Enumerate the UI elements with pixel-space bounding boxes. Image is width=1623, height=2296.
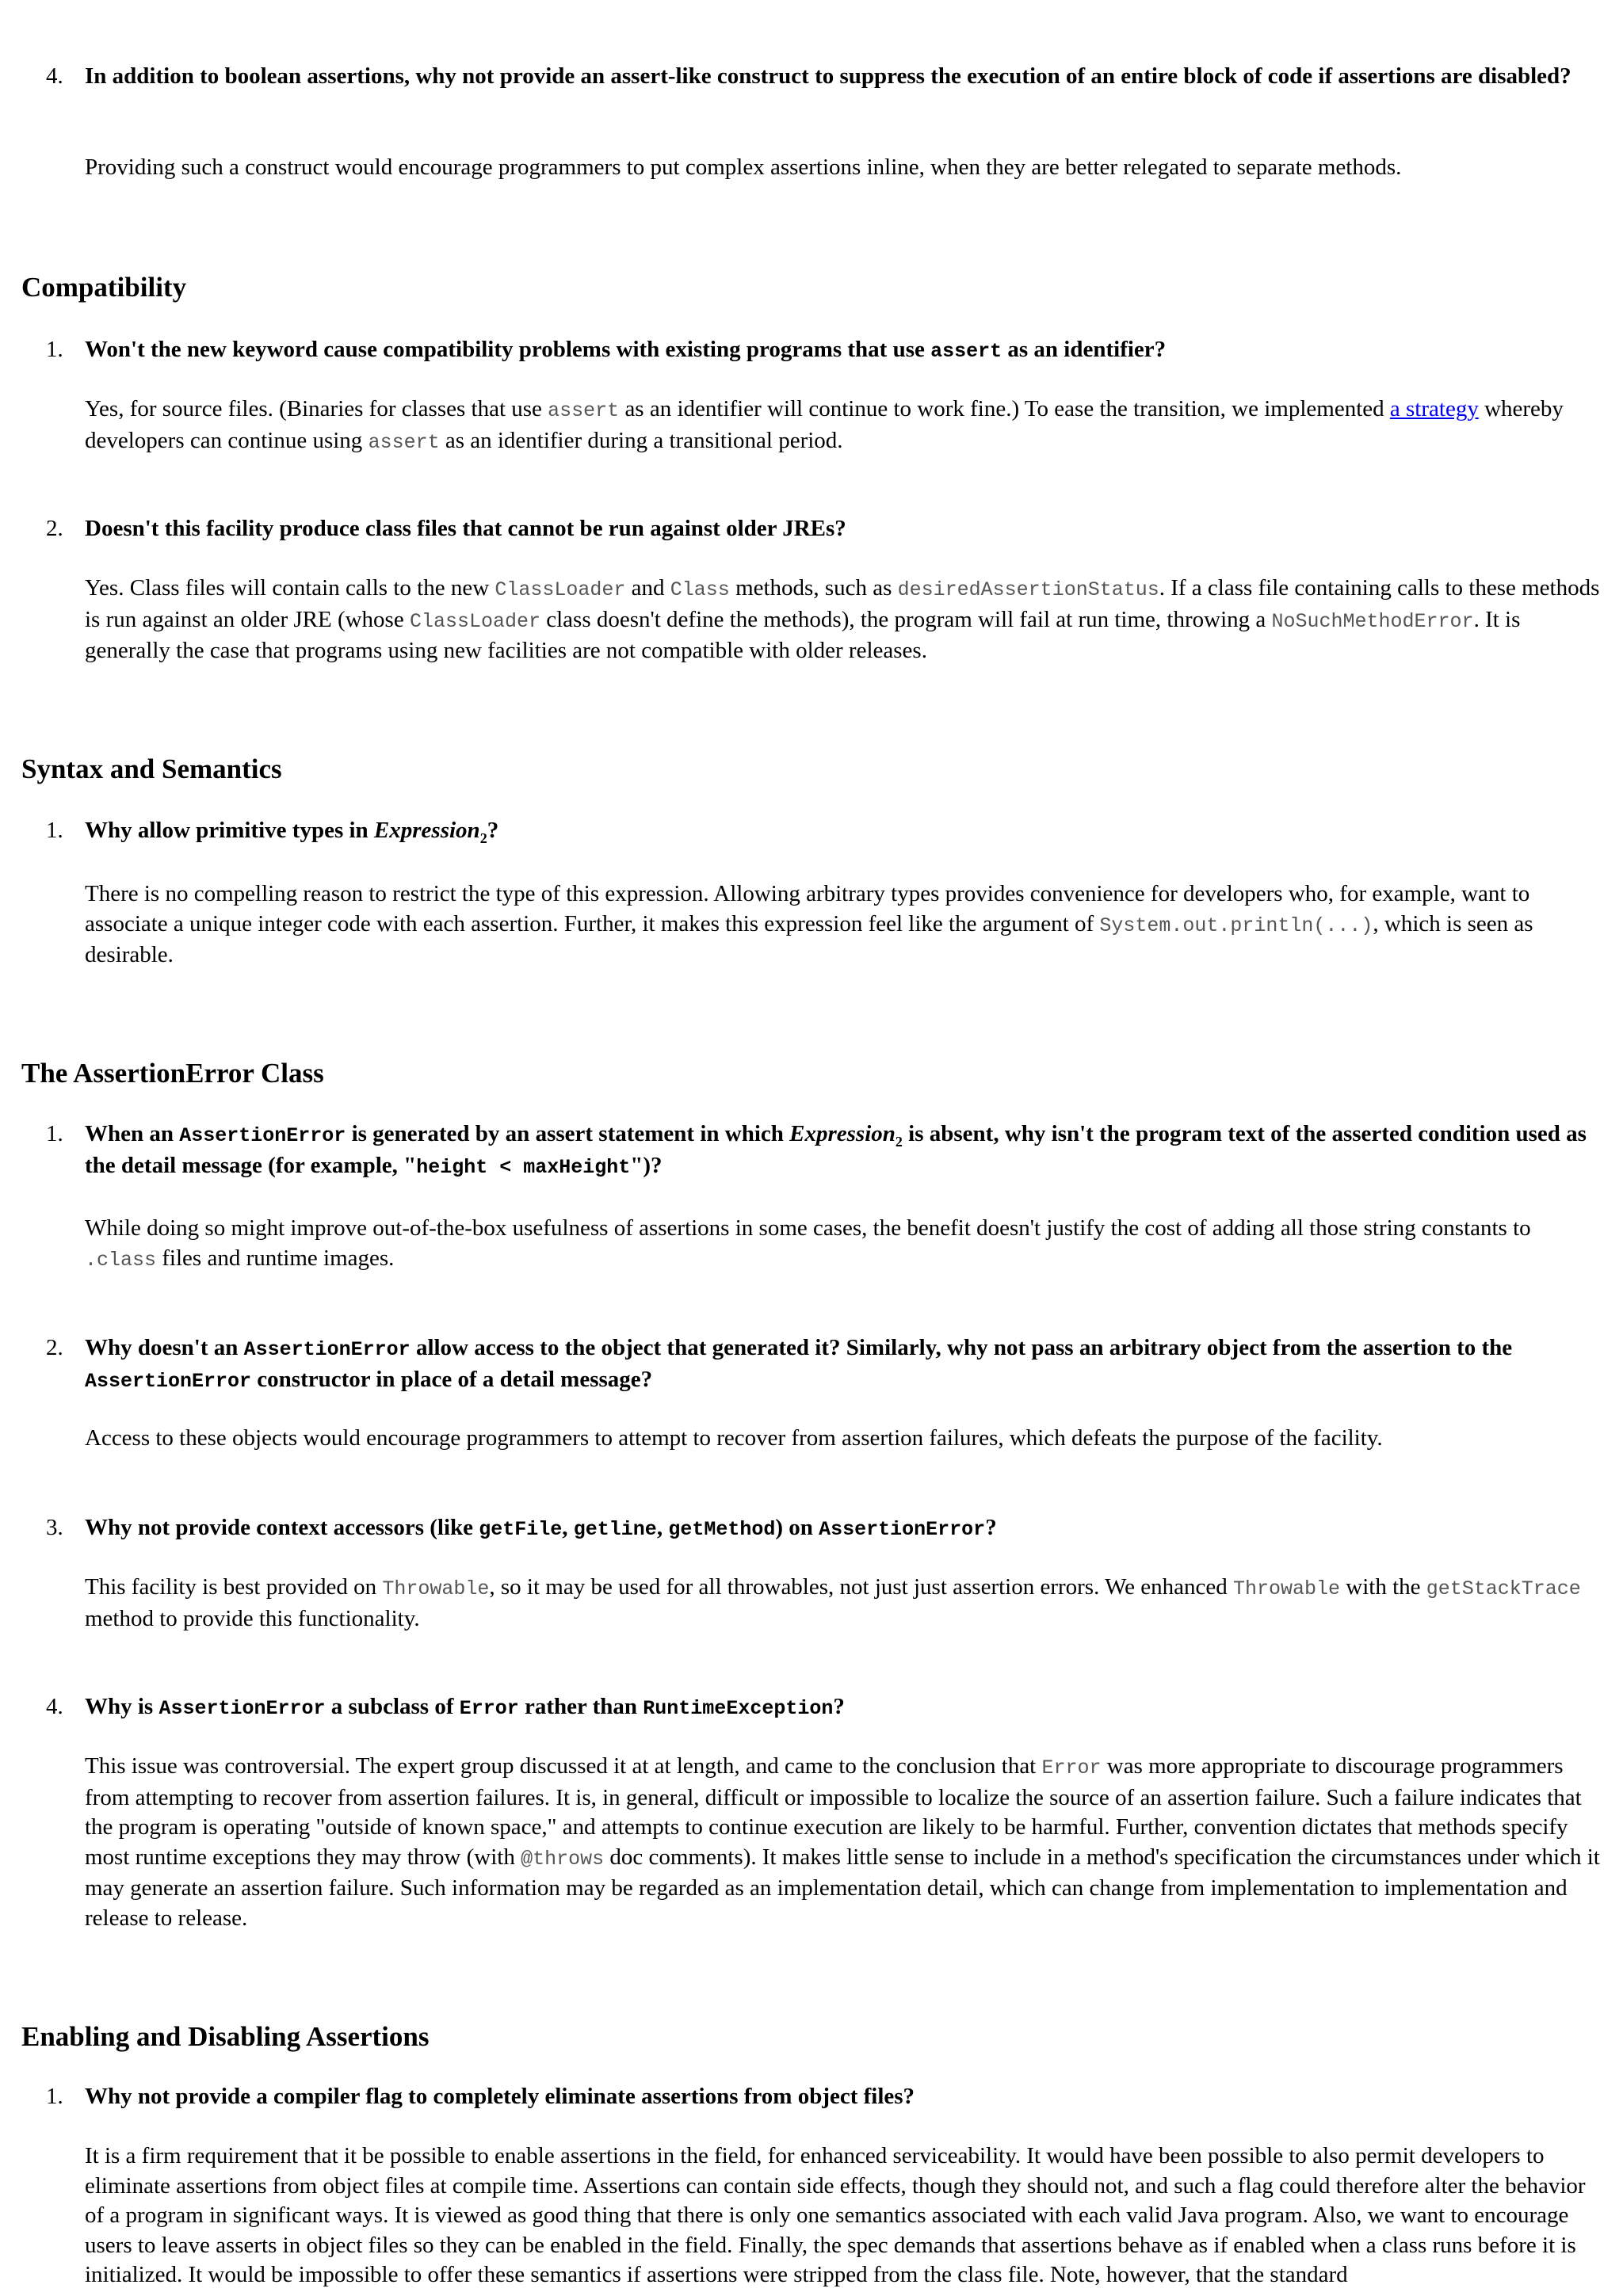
faq-question: Why is AssertionError a subclass of Error rather than RuntimeException? <box>85 1694 845 1720</box>
list-number: 3. <box>46 1515 63 1540</box>
list-number: 2. <box>46 516 63 541</box>
section-heading-assertionerror: The AssertionError Class <box>21 1058 324 1089</box>
faq-question: Why doesn't an AssertionError allow access to the object that generated it? Similarly, why not pass an arbitrary object from the assertion to the AssertionError constructor in place of a detail message? <box>85 1335 1513 1393</box>
faq-question: Why not provide a compiler flag to completely eliminate assertions from object files? <box>85 2084 915 2109</box>
list-number: 1. <box>46 1121 63 1146</box>
faq-answer: Providing such a construct would encourage programmers to put complex assertions inline, when they are better relegated to separate methods. <box>85 154 1402 180</box>
section-heading-syntax: Syntax and Semantics <box>21 753 282 784</box>
faq-answer: Yes. Class files will contain calls to the new ClassLoader and Class methods, such as desiredAssertionStatus. If a class file containing calls to these methods is run against an older JRE (whose ClassLoader class doesn't define the methods), the program will fail at run time, throwing a NoSuchMethodError. It is generally the case that programs using new facilities are not compatible with older releases. <box>85 575 1600 663</box>
faq-question: Why not provide context accessors (like getFile, getline, getMethod) on AssertionError? <box>85 1515 997 1541</box>
strategy-link[interactable]: a strategy <box>1389 396 1479 421</box>
list-number: 2. <box>46 1335 63 1360</box>
faq-answer: Access to these objects would encourage programmers to attempt to recover from assertion failures, which defeats the purpose of the facility. <box>85 1425 1383 1451</box>
faq-answer: It is a firm requirement that it be possible to enable assertions in the field, for enhanced serviceability. It would have been possible to also permit developers to eliminate assertions from object files at compile time. Assertions can contain side effects, though they should not, and such a flag could therefore alter the behavior of a program in significant ways. It is viewed as good thing that there is only one semantics associated with each valid Java program. Also, we want to encourage users to leave asserts in object files so they can be enabled in the field. Finally, the spec demands that assertions behave as if enabled when a class runs before it is initialized. It would be impossible to offer these semantics if assertions were stripped from the class file. Note, however, that the standard <box>85 2143 1586 2287</box>
faq-answer: This facility is best provided on Throwable, so it may be used for all throwables, not just just assertion errors. We enhanced Throwable with the getStackTrace method to provide this functionality. <box>85 1574 1581 1631</box>
list-number: 1. <box>46 2084 63 2109</box>
list-number: 1. <box>46 818 63 843</box>
faq-answer: Yes, for source files. (Binaries for classes that use assert as an identifier will continue to work fine.) To ease the transition, we implemented a strategy whereby developers can continue using assert as an identifier during a transitional period. <box>85 396 1564 454</box>
code-assert: assert <box>930 340 1002 363</box>
faq-answer: This issue was controversial. The expert group discussed it at at length, and came to the conclusion that Error was more appropriate to discourage programmers from attempting to recover from assertion failures. It is, in general, difficult or impossible to localize the source of an assertion failure. Such a failure indicates that the program is operating "outside of known space," and attempts to continue execution are likely to be harmful. Further, convention dictates that methods specify most runtime exceptions they may throw (with @throws doc comments). It makes little sense to include in a method's specification the circumstances under which it may generate an assertion failure. Such information may be regarded as an implementation detail, which can change from implementation to implementation and release to release. <box>85 1753 1600 1931</box>
faq-question: Doesn't this facility produce class files that cannot be run against older JREs? <box>85 516 846 541</box>
faq-answer: While doing so might improve out-of-the-box usefulness of assertions in some cases, the benefit doesn't justify the cost of adding all those string constants to .class files and runtime images. <box>85 1215 1531 1272</box>
faq-answer: There is no compelling reason to restrict the type of this expression. Allowing arbitrary types provides convenience for developers who, for example, want to associate a unique integer code with each assertion. Further, it makes this expression feel like the argument of System.out.println(...), which is seen as desirable. <box>85 881 1533 967</box>
faq-question: In addition to boolean assertions, why not provide an assert-like construct to suppress the execution of an entire block of code if assertions are disabled? <box>85 63 1571 89</box>
list-number: 1. <box>46 337 63 362</box>
section-heading-enabling: Enabling and Disabling Assertions <box>21 2021 430 2052</box>
faq-question: Won't the new keyword cause compatibility problems with existing programs that use assert as an identifier? <box>85 337 1167 363</box>
list-number: 4. <box>46 63 63 89</box>
faq-question: When an AssertionError is generated by an assert statement in which Expression$_2$ is absent, why isn't the program text of the asserted condition used as the detail message (for example, "height < maxHeight")? <box>85 1121 1587 1179</box>
list-number: 4. <box>46 1694 63 1719</box>
faq-question: Why allow primitive types in Expression$_2$? <box>85 818 499 846</box>
section-heading-compatibility: Compatibility <box>21 272 187 303</box>
